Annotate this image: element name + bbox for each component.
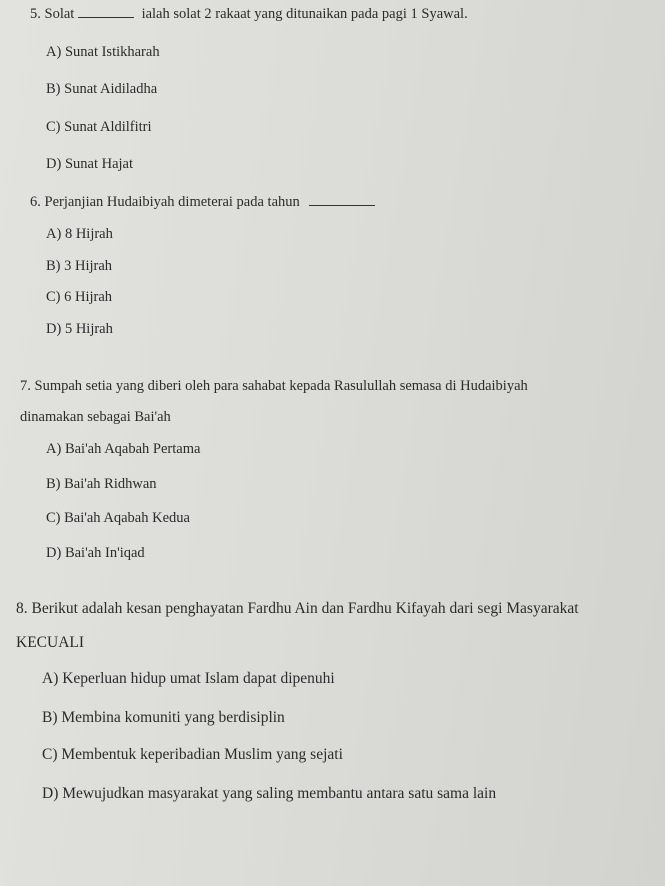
question-number: 5. <box>30 6 41 22</box>
option-letter: A) <box>46 44 62 60</box>
option-text: Sunat Aidiladha <box>64 81 158 97</box>
option-b <box>46 81 157 98</box>
option-b <box>42 709 285 727</box>
option-d <box>42 785 496 803</box>
question-7-stem-line2: dinamakan sebagai Bai'ah <box>20 409 171 425</box>
option-letter: D) <box>46 156 62 172</box>
option-letter: B) <box>46 258 61 274</box>
option-letter: C) <box>46 119 61 135</box>
option-text: Keperluan hidup umat Islam dapat dipenuhi <box>62 670 335 687</box>
option-c <box>46 510 190 527</box>
option-letter: C) <box>42 746 58 763</box>
option-text: Bai'ah Aqabah Kedua <box>64 510 190 526</box>
option-text: Bai'ah Ridhwan <box>64 476 157 492</box>
option-letter: A) <box>42 670 59 687</box>
question-8-stem-line1 <box>16 600 579 618</box>
option-text: Sunat Istikharah <box>64 44 160 60</box>
option-text: Bai'ah Aqabah Pertama <box>64 441 201 457</box>
option-text: 3 Hijrah <box>64 258 113 274</box>
question-6-stem <box>30 194 375 211</box>
option-b <box>46 476 157 493</box>
option-a <box>46 226 113 243</box>
option-letter: D) <box>42 785 59 802</box>
option-letter: C) <box>46 510 61 526</box>
option-letter: B) <box>46 476 61 492</box>
option-d <box>46 321 113 338</box>
option-b <box>46 258 112 275</box>
question-text: Sumpah setia yang diberi oleh para sahabat kepada Rasulullah semasa di Hudaibiyah <box>34 378 528 394</box>
option-c <box>42 746 343 764</box>
option-a <box>46 441 200 458</box>
option-text: 8 Hijrah <box>64 226 113 242</box>
option-text: Sunat Aldilfitri <box>64 119 152 135</box>
option-text: Membina komuniti yang berdisiplin <box>61 709 285 726</box>
question-text: Berikut adalah kesan penghayatan Fardhu Ain dan Fardhu Kifayah dari segi Masyarakat <box>31 600 579 617</box>
question-7-stem-line1 <box>20 378 528 395</box>
question-number: 6. <box>30 194 41 210</box>
option-a <box>46 44 160 61</box>
question-text: Perjanjian Hudaibiyah dimeterai pada tahun <box>44 194 300 210</box>
question-text-after-blank: ialah solat 2 rakaat yang ditunaikan pada pagi 1 Syawal. <box>141 6 468 22</box>
question-number: 8. <box>16 600 28 617</box>
option-c <box>46 289 112 306</box>
option-letter: B) <box>42 709 58 726</box>
question-5-stem <box>30 6 468 23</box>
question-number: 7. <box>20 378 31 394</box>
option-letter: D) <box>46 545 62 561</box>
option-c <box>46 119 152 136</box>
option-text: Membentuk keperibadian Muslim yang sejati <box>61 746 343 763</box>
option-letter: A) <box>46 441 62 457</box>
question-text-before-blank: Solat <box>44 6 75 22</box>
option-d <box>46 156 133 173</box>
option-d <box>46 545 145 562</box>
option-text: 5 Hijrah <box>64 321 113 337</box>
option-text: Sunat Hajat <box>64 156 133 172</box>
answer-blank <box>78 17 134 18</box>
option-letter: C) <box>46 289 61 305</box>
option-letter: D) <box>46 321 62 337</box>
option-text: Mewujudkan masyarakat yang saling membantu antara satu sama lain <box>62 785 497 802</box>
option-text: Bai'ah In'iqad <box>64 545 145 561</box>
question-8-stem-line2: KECUALI <box>16 634 85 651</box>
option-a <box>42 670 335 688</box>
option-letter: B) <box>46 81 61 97</box>
option-text: 6 Hijrah <box>64 289 113 305</box>
option-letter: A) <box>46 226 62 242</box>
answer-blank <box>309 205 375 206</box>
